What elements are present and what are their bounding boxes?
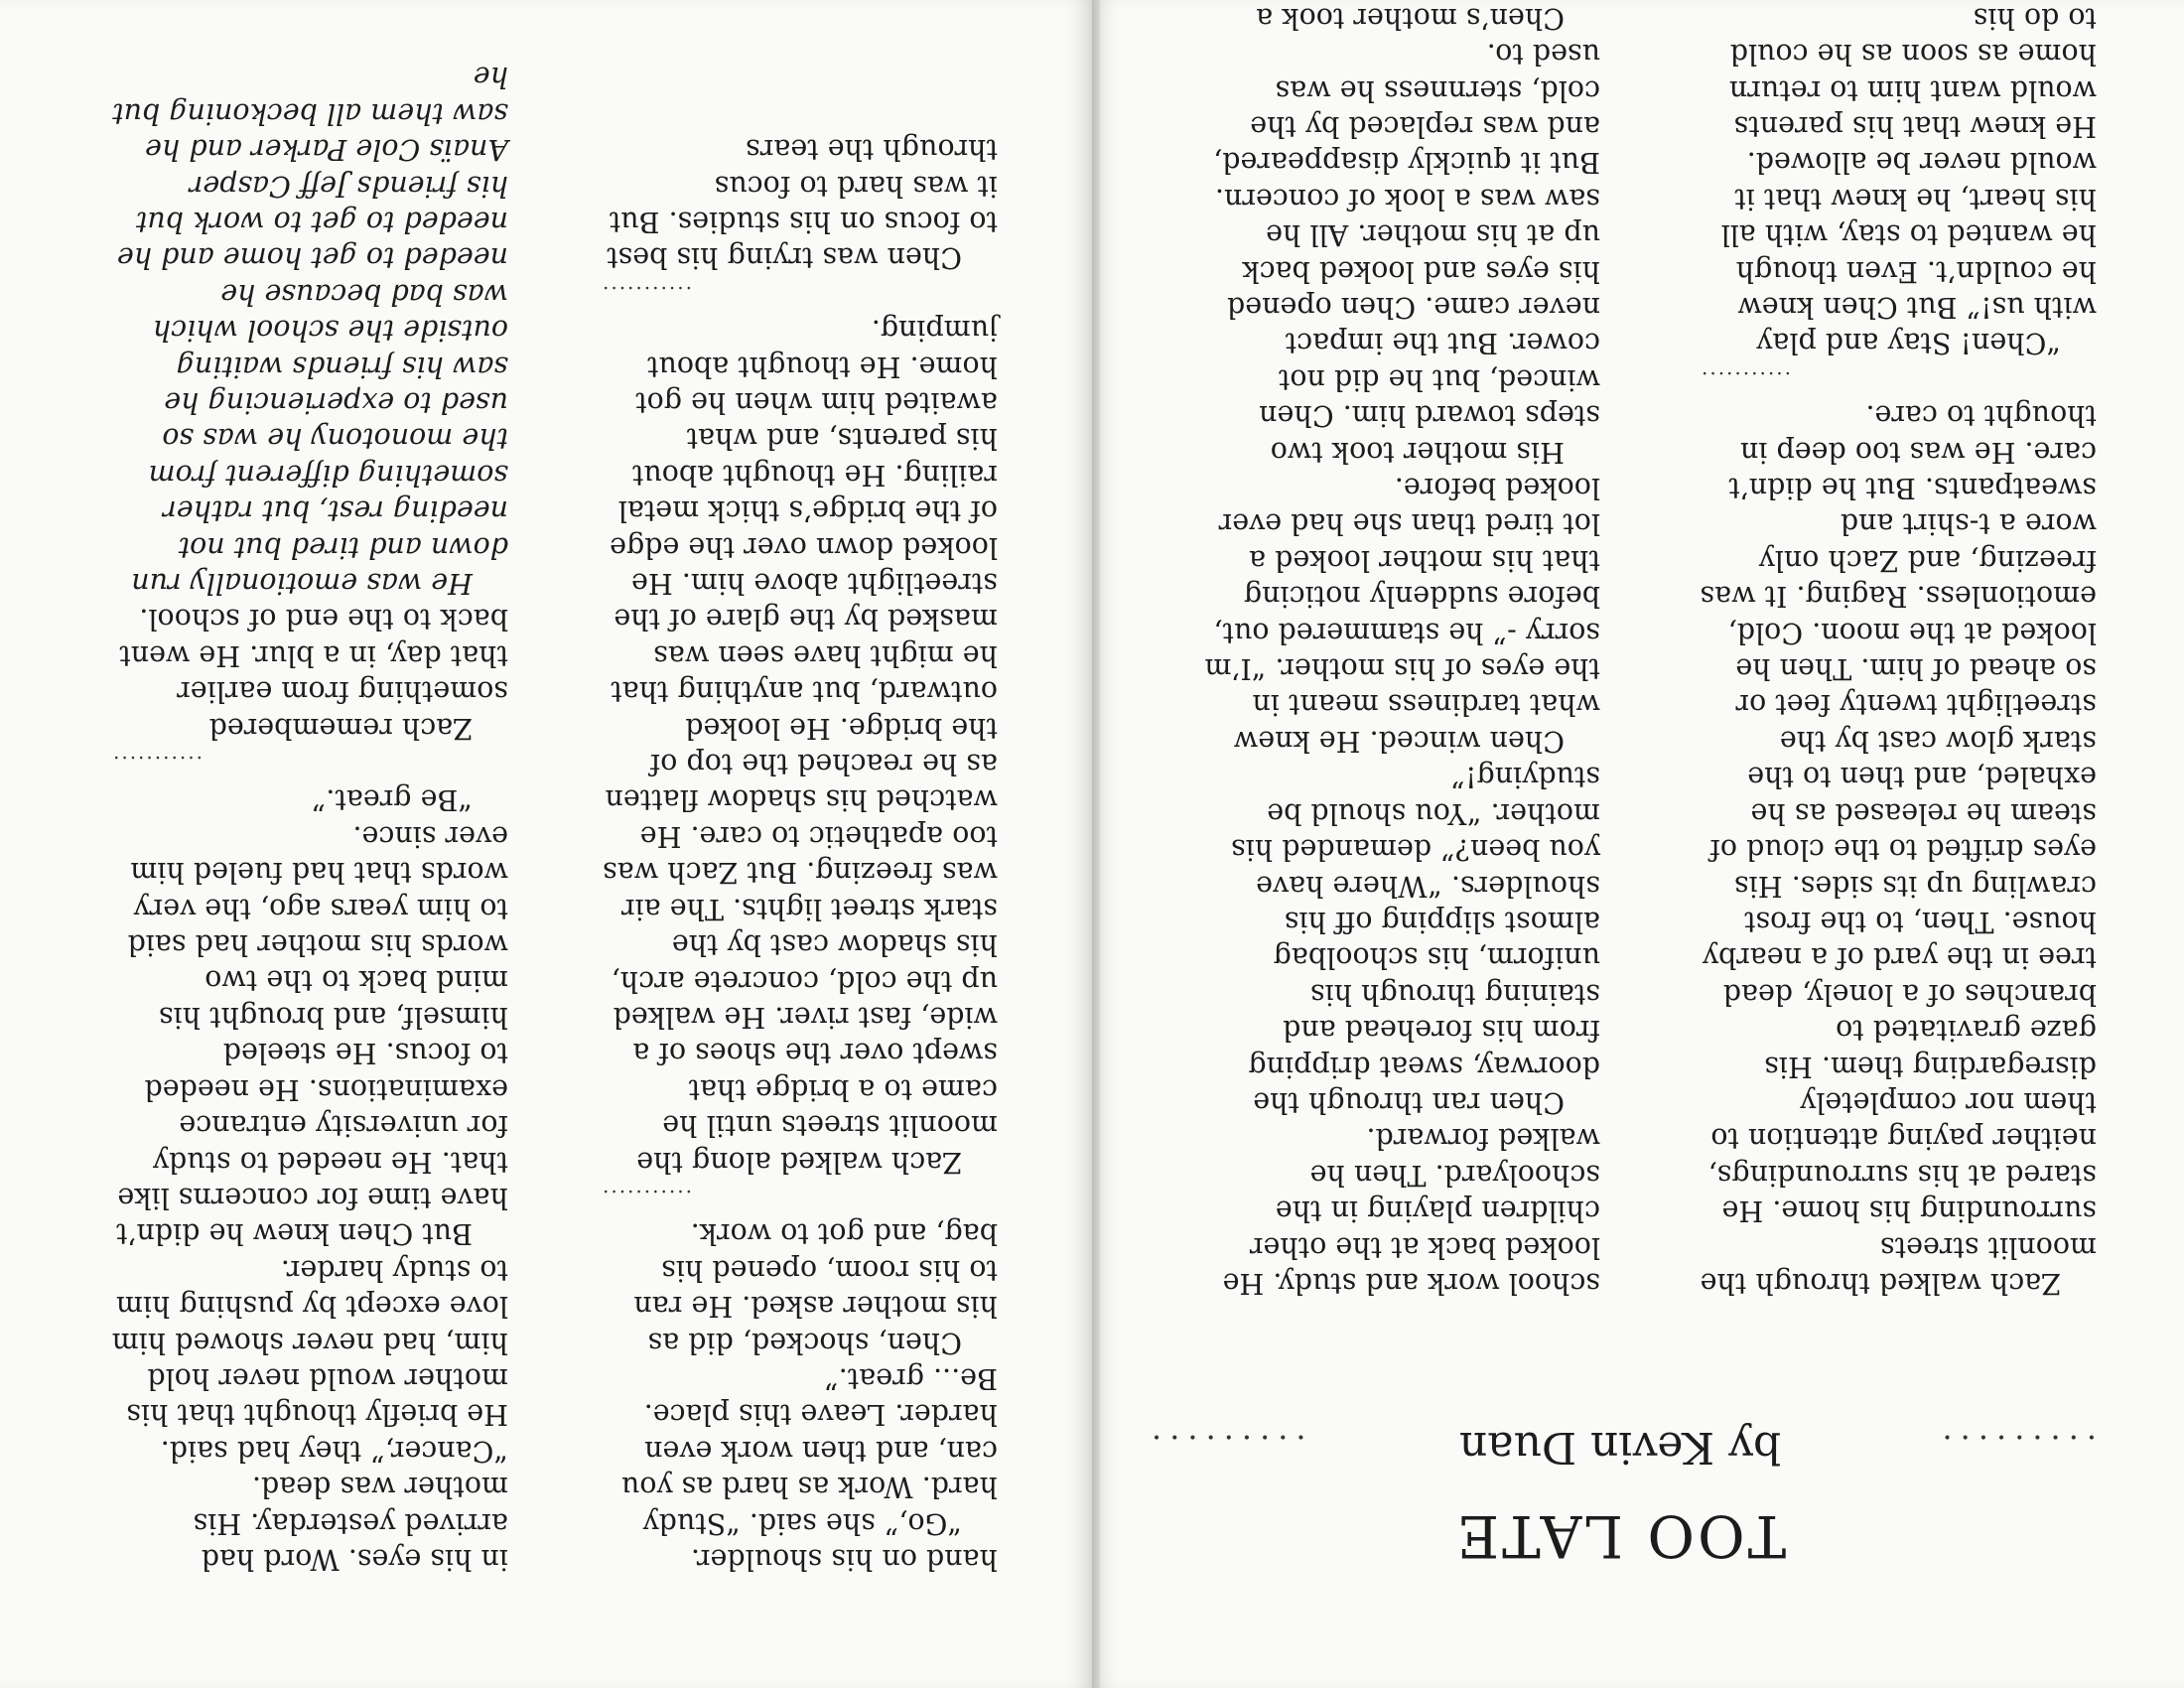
section-divider: ........... xyxy=(601,281,692,306)
author-byline: by Kevin Duan xyxy=(1458,1422,1782,1473)
paragraph: Chen’s mother took a xyxy=(1256,1,1565,35)
paragraph: “Be great.” xyxy=(311,783,473,817)
column-3 xyxy=(601,131,998,1577)
paragraph: in his eyes. Word had arrived yesterday. His mother was dead. “Cancer,” they had said. He briefly thought that his mother would never hold him, had never showed him love except by pushing him to study harder. xyxy=(111,1253,508,1576)
column-2 xyxy=(1203,0,1600,1301)
paragraph: But Chen knew he didn’t have time for concerns like that. He needed to study for university entrance examinations. He needed to focus. He steeled himself, and brought his mind back to the two words his mother had said to him years ago, the very words that had fueled him ever since. xyxy=(116,819,508,1251)
column-1 xyxy=(1700,0,2097,1301)
paragraph: hand on his shoulder. xyxy=(690,1543,998,1576)
section-divider: ........... xyxy=(1700,366,1791,391)
paragraph: Zach walked through the moonlit streets surrounding his home. He stared at his surroundings, neither paying attention to them nor completely disregarding them. His gaze gravitated to branches of a lonely, dead tree in the yard of a nearby house. Then, to the frost crawling up its sides. His eyes drifted to the cloud of steam he released as he exhaled, and then to the stark glow cast by the streetlight twenty feet or so ahead of him. Then he looked at the moon. Cold, emotionless. Raging. It was freezing, and Zach only wore a t-shirt and sweatpants. But he didn’t care. He was too deep in thought to care. xyxy=(1700,399,2097,1300)
paragraph: Chen, shocked, did as his mother asked. He ran to his room, opened his bag, and got to work. xyxy=(633,1217,998,1359)
left-page xyxy=(1092,0,2184,1688)
paragraph: Chen was trying his best to focus on his studies. But it was hard to focus through the tears xyxy=(607,133,998,275)
paragraph-italic: He was emotionally run down and tired but not needing rest, but rather something different from the monotony he was so used to experiencing he saw his friends waiting outside the school which was bad because he needed to get home and he needed to get to work but his friends Jeff Casper Anaïs Cole Parker and he saw them all beckoning but he xyxy=(112,61,508,601)
section-divider: ........... xyxy=(111,752,203,776)
column-4 xyxy=(111,59,508,1577)
title-block xyxy=(1144,1420,2097,1571)
paragraph: Zach walked along the moonlit streets until he came to a bridge that swept over the shoes of a wide, fast river. He walked up the cold, concrete arch, his shadow cast by the stark street lights. The air was freezing. But Zach was too apathetic to care. He watched his shadow flatten as he reached the top of the bridge. He looked outward, but anything that he might have seen was masked by the glare of the streetlight above him. He looked down over the edge of the bridge’s thick metal railing. He thought about his parents, and what awaited him when he got home. He thought about jumping. xyxy=(603,314,998,1179)
byline-row xyxy=(1144,1420,2097,1474)
story-title: TOO LATE xyxy=(1453,1502,1787,1570)
paragraph: school work and study. He looked back at the other children playing in the schoolyard. Then he walked forward. xyxy=(1222,1122,1600,1300)
paragraph: His mother took two steps toward him. Chen winced, but he did not cower. But the impact never came. Chen opened his eyes and looked back up at his mother. All he saw was a look of concern. But it quickly disappeared, and was replaced by the cold, sternness he was used to. xyxy=(1213,38,1600,469)
paragraph: “Chen! Stay and play with us!” But Chen knew he couldn’t. Even though he wanted to stay, with all his heart, he knew that it would never be allowed. He knew that his parents would want him to return home as soon as he could to do his xyxy=(1720,1,2097,360)
paragraph: “Go,” she said. “Study hard. Work as hard as you can, and then work even harder. Leave this place. Be... great.” xyxy=(620,1361,998,1540)
section-divider: ........... xyxy=(601,1185,692,1209)
paragraph: Zach remembered something from earlier that day, in a blur. He went back to the end of school. xyxy=(119,603,508,745)
paragraph: Chen ran through the doorway, sweat dripping from his forehead and staining through his uniform, his schoolbag almost slipping off his shoulders. “Where have you been?” demanded his mother. “You should be studying!” xyxy=(1231,761,1600,1119)
byline-dots-right: ......... xyxy=(1144,1428,1306,1466)
paragraph: Chen winced. He knew what tardiness meant in the eyes of his mother. “I’m sorry -” he stammered out, before suddenly noticing that his mother looked a lot tired than she had ever looked before. xyxy=(1204,472,1600,758)
byline-dots-left: ......... xyxy=(1934,1428,2097,1466)
